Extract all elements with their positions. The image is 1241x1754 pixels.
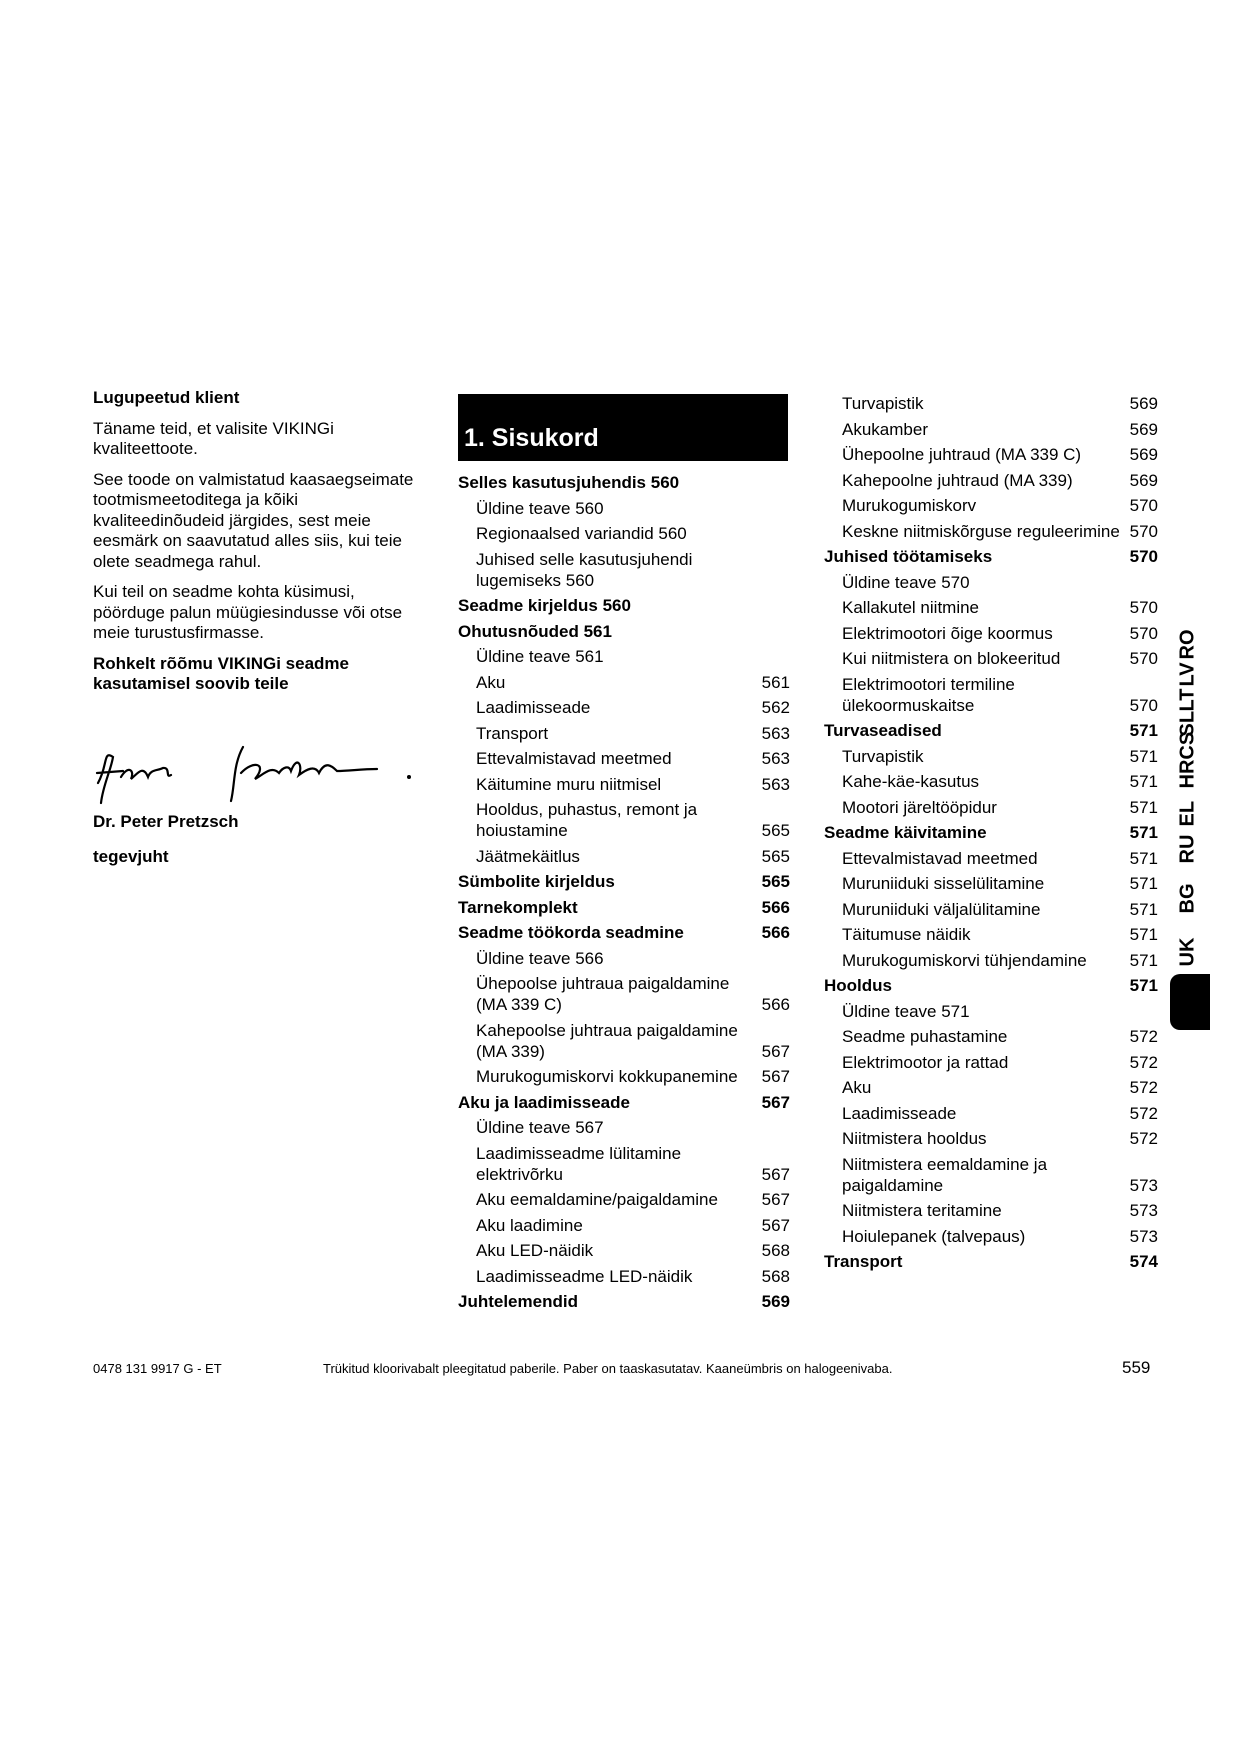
toc-entry-title: Juhised selle kasutusjuhendi lugemiseks 560 bbox=[476, 549, 693, 590]
toc-entry-title: Hooldus bbox=[824, 976, 892, 995]
toc-entry-title: Üldine teave 567 bbox=[476, 1118, 604, 1137]
toc-entry[interactable] bbox=[824, 873, 1158, 894]
toc-entry-title: Seadme käivitamine bbox=[824, 823, 987, 842]
toc-entry-page: 567 bbox=[761, 1041, 790, 1061]
toc-entry-title: Kallakutel niitmine bbox=[842, 598, 980, 617]
toc-entry-page: 572 bbox=[1129, 1103, 1158, 1123]
toc-entry[interactable] bbox=[458, 723, 790, 744]
toc-entry-page: 566 bbox=[761, 923, 790, 942]
toc-entry[interactable] bbox=[824, 521, 1158, 542]
toc-entry-page: 567 bbox=[761, 1164, 790, 1184]
toc-entry-page: 571 bbox=[1129, 746, 1158, 766]
toc-entry-page: 571 bbox=[1129, 950, 1158, 970]
toc-entry-title: Aku laadimine bbox=[476, 1215, 583, 1235]
toc-entry[interactable] bbox=[458, 646, 790, 667]
toc-entry-page: 570 bbox=[1129, 598, 1158, 617]
toc-entry[interactable] bbox=[458, 871, 790, 892]
language-tab[interactable] bbox=[1168, 705, 1208, 737]
toc-entry-title: Muruniiduki sisselülitamine bbox=[842, 874, 1045, 893]
language-tab-label: LT bbox=[1176, 688, 1199, 712]
toc-entry-title: Muruniiduki väljalülitamine bbox=[842, 899, 1041, 919]
toc-entry-page: 562 bbox=[761, 698, 790, 717]
toc-entry-title: Murukogumiskorvi kokkupanemine bbox=[476, 1067, 738, 1086]
toc-entry-title: Hooldus, puhastus, remont ja hoiustamine bbox=[476, 800, 698, 840]
toc-entry[interactable] bbox=[824, 822, 1158, 843]
toc-entry-title: Aku eemaldamine/paigaldamine bbox=[476, 1190, 718, 1209]
toc-entry-title: Selles kasutusjuhendis 560 bbox=[458, 473, 680, 492]
toc-entry[interactable] bbox=[824, 771, 1158, 792]
toc-entry-page: 565 bbox=[761, 821, 790, 840]
toc-entry-title: Juhtelemendid bbox=[458, 1292, 578, 1311]
toc-entry[interactable] bbox=[458, 621, 790, 642]
toc-entry-title: Kahepoolse juhtraua paigaldamine (MA 339) bbox=[476, 1020, 738, 1061]
toc-entry-title: Turvapistik bbox=[842, 394, 924, 413]
toc-entry[interactable] bbox=[458, 973, 790, 1015]
toc-entry[interactable] bbox=[824, 572, 1158, 593]
toc-entry-title: Regionaalsed variandid 560 bbox=[476, 524, 687, 543]
toc-entry-page: 570 bbox=[1129, 623, 1158, 643]
toc-entry-title: Kahe-käe-kasutus bbox=[842, 772, 980, 791]
toc-entry[interactable] bbox=[458, 1092, 790, 1113]
toc-entry-page: 572 bbox=[1129, 1052, 1158, 1072]
toc-entry[interactable] bbox=[824, 393, 1158, 414]
toc-entry-title: Akukamber bbox=[842, 419, 928, 439]
toc-entry[interactable] bbox=[824, 797, 1158, 818]
toc-column-middle bbox=[458, 472, 790, 1317]
toc-entry-page: 571 bbox=[1129, 925, 1158, 944]
toc-entry-title: Üldine teave 560 bbox=[476, 498, 604, 518]
toc-entry[interactable] bbox=[824, 470, 1158, 491]
toc-entry-page: 571 bbox=[1129, 848, 1158, 868]
toc-entry-title: Niitmistera hooldus bbox=[842, 1129, 987, 1148]
language-tab-label: BG bbox=[1176, 883, 1199, 914]
toc-entry-title: Üldine teave 566 bbox=[476, 948, 604, 968]
signer-title: tegevjuht bbox=[93, 847, 169, 866]
toc-entry[interactable] bbox=[824, 924, 1158, 945]
toc-entry-page: 572 bbox=[1129, 1027, 1158, 1046]
toc-entry-page: 569 bbox=[1129, 394, 1158, 413]
toc-entry-title: Murukogumiskorvi tühjendamine bbox=[842, 950, 1087, 970]
toc-entry[interactable] bbox=[458, 1189, 790, 1210]
toc-entry[interactable] bbox=[458, 1066, 790, 1087]
footer-document-code: 0478 131 9917 G - ET bbox=[93, 1361, 222, 1376]
toc-entry-page: 567 bbox=[761, 1067, 790, 1086]
toc-entry[interactable] bbox=[824, 848, 1158, 869]
signer-name: Dr. Peter Pretzsch bbox=[93, 812, 239, 831]
toc-column-right bbox=[824, 393, 1158, 1277]
toc-entry-title: Üldine teave 571 bbox=[842, 1001, 970, 1021]
toc-entry-title: Ühepoolne juhtraud (MA 339 C) bbox=[842, 445, 1082, 464]
toc-entry[interactable] bbox=[458, 697, 790, 718]
toc-entry-title: Mootori järeltööpidur bbox=[842, 797, 997, 817]
toc-entry[interactable] bbox=[458, 1266, 790, 1287]
toc-entry-page: 570 bbox=[1129, 649, 1158, 668]
toc-entry[interactable] bbox=[458, 922, 790, 943]
toc-entry-title: Tarnekomplekt bbox=[458, 897, 578, 917]
toc-entry[interactable] bbox=[458, 1240, 790, 1261]
toc-entry-page: 561 bbox=[761, 672, 790, 692]
toc-entry[interactable] bbox=[824, 950, 1158, 971]
toc-entry-title: Hoiulepanek (talvepaus) bbox=[842, 1226, 1026, 1246]
language-tab-label: LV bbox=[1176, 662, 1199, 687]
toc-entry[interactable] bbox=[824, 899, 1158, 920]
toc-entry-title: Aku bbox=[476, 672, 506, 692]
toc-entry[interactable] bbox=[458, 595, 790, 616]
toc-entry-title: Üldine teave 570 bbox=[842, 572, 970, 592]
toc-entry-page: 571 bbox=[1129, 899, 1158, 919]
toc-entry[interactable] bbox=[458, 1291, 790, 1312]
toc-entry-title: Juhised töötamiseks bbox=[824, 547, 993, 566]
letter-paragraph: Täname teid, et valisite VIKINGi kvaliteettoote. bbox=[93, 418, 334, 458]
toc-entry-title: Aku ja laadimisseade bbox=[458, 1092, 630, 1112]
toc-entry-page: 573 bbox=[1129, 1226, 1158, 1246]
toc-entry-title: Niitmistera eemaldamine ja paigaldamine bbox=[842, 1154, 1048, 1195]
toc-entry-page: 570 bbox=[1129, 521, 1158, 541]
toc-entry[interactable] bbox=[458, 748, 790, 769]
toc-entry-title: Laadimisseadme LED-näidik bbox=[476, 1266, 693, 1286]
toc-entry-page: 567 bbox=[761, 1092, 790, 1112]
toc-entry-page: 572 bbox=[1129, 1129, 1158, 1148]
active-language-tab[interactable] bbox=[1170, 974, 1210, 1030]
toc-entry-title: Niitmistera teritamine bbox=[842, 1201, 1002, 1220]
toc-entry-page: 569 bbox=[1129, 470, 1158, 490]
toc-entry[interactable] bbox=[458, 897, 790, 918]
toc-entry-title: Sümbolite kirjeldus bbox=[458, 872, 615, 891]
toc-entry[interactable] bbox=[824, 597, 1158, 618]
toc-entry-title: Keskne niitmiskõrguse reguleerimine bbox=[842, 521, 1120, 541]
toc-entry[interactable] bbox=[824, 1052, 1158, 1073]
toc-entry[interactable] bbox=[824, 1103, 1158, 1124]
toc-entry-title: Kui niitmistera on blokeeritud bbox=[842, 649, 1061, 668]
toc-entry-title: Seadme puhastamine bbox=[842, 1027, 1008, 1046]
toc-entry-title: Kahepoolne juhtraud (MA 339) bbox=[842, 470, 1073, 490]
toc-entry-page: 568 bbox=[761, 1266, 790, 1286]
language-tab-label: RO bbox=[1176, 629, 1199, 660]
toc-entry-title: Elektrimootor ja rattad bbox=[842, 1052, 1009, 1072]
toc-header bbox=[458, 394, 788, 461]
toc-entry-title: Turvaseadised bbox=[824, 721, 942, 740]
toc-entry-page: 573 bbox=[1129, 1201, 1158, 1220]
toc-entry-page: 568 bbox=[761, 1241, 790, 1260]
toc-entry[interactable] bbox=[824, 1154, 1158, 1196]
toc-entry[interactable] bbox=[824, 1026, 1158, 1047]
toc-entry[interactable] bbox=[458, 672, 790, 693]
toc-entry-page: 566 bbox=[761, 995, 790, 1014]
toc-entry[interactable] bbox=[458, 846, 790, 867]
toc-entry-page: 571 bbox=[1129, 772, 1158, 791]
toc-entry[interactable] bbox=[824, 1001, 1158, 1022]
toc-entry-title: Laadimisseade bbox=[842, 1103, 957, 1123]
language-tab[interactable] bbox=[1168, 832, 1208, 864]
language-tab[interactable] bbox=[1168, 731, 1208, 789]
toc-entry[interactable] bbox=[824, 674, 1158, 716]
toc-entry-page: 573 bbox=[1129, 1175, 1158, 1195]
toc-entry-page: 570 bbox=[1129, 496, 1158, 515]
toc-entry[interactable] bbox=[824, 648, 1158, 669]
toc-entry[interactable] bbox=[824, 444, 1158, 465]
toc-entry-page: 571 bbox=[1129, 976, 1158, 995]
toc-entry-title: Aku LED-näidik bbox=[476, 1241, 594, 1260]
toc-entry[interactable] bbox=[458, 1020, 790, 1062]
toc-entry-title: Elektrimootori õige koormus bbox=[842, 623, 1053, 643]
toc-entry-page: 563 bbox=[761, 723, 790, 743]
toc-entry-title: Laadimisseade bbox=[476, 698, 591, 717]
toc-entry[interactable] bbox=[458, 498, 790, 519]
toc-entry-page: 571 bbox=[1129, 874, 1158, 893]
toc-entry-page: 574 bbox=[1129, 1252, 1158, 1271]
toc-entry-page: 570 bbox=[1129, 547, 1158, 566]
toc-entry[interactable] bbox=[458, 472, 790, 493]
toc-entry-page: 571 bbox=[1129, 797, 1158, 817]
letter-paragraph: Kui teil on seadme kohta küsimusi, pöörduge palun müügiesindusse või otse meie turustusfirmasse. bbox=[93, 582, 403, 642]
toc-entry-page: 571 bbox=[1129, 721, 1158, 740]
toc-entry-title: Ühepoolse juhtraua paigaldamine (MA 339 C) bbox=[476, 974, 730, 1014]
toc-entry-title: Käitumine muru niitmisel bbox=[476, 774, 662, 794]
toc-entry-page: 572 bbox=[1129, 1078, 1158, 1097]
toc-entry[interactable] bbox=[458, 948, 790, 969]
toc-entry-title: Ettevalmistavad meetmed bbox=[476, 749, 672, 768]
language-tab[interactable] bbox=[1168, 935, 1208, 967]
footer-paper-note: Trükitud kloorivabalt pleegitatud paberile. Paber on taaskasutatav. Kaaneümbris on halogeenivaba. bbox=[323, 1361, 893, 1376]
toc-entry[interactable] bbox=[458, 523, 790, 544]
toc-entry-title: Seadme töökorda seadmine bbox=[458, 923, 684, 942]
toc-entry[interactable] bbox=[824, 546, 1158, 567]
toc-entry[interactable] bbox=[458, 774, 790, 795]
toc-entry-page: 569 bbox=[761, 1292, 790, 1311]
toc-entry-title: Jäätmekäitlus bbox=[476, 846, 580, 866]
toc-entry-title: Transport bbox=[824, 1252, 903, 1271]
toc-entry-page: 571 bbox=[1129, 823, 1158, 842]
toc-title: 1. Sisukord bbox=[464, 424, 599, 452]
toc-entry[interactable] bbox=[824, 975, 1158, 996]
toc-entry-title: Transport bbox=[476, 723, 549, 743]
toc-entry[interactable] bbox=[824, 623, 1158, 644]
toc-entry-title: Ohutusnõuded 561 bbox=[458, 621, 612, 641]
language-tab-label: UK bbox=[1176, 937, 1199, 967]
toc-entry-title: Aku bbox=[842, 1078, 872, 1097]
toc-entry-page: 566 bbox=[761, 897, 790, 917]
toc-entry-page: 565 bbox=[761, 872, 790, 891]
toc-entry[interactable] bbox=[824, 1251, 1158, 1272]
toc-entry-title: Turvapistik bbox=[842, 746, 924, 766]
toc-entry[interactable] bbox=[458, 1143, 790, 1185]
letter-heading: Lugupeetud klient bbox=[93, 388, 240, 407]
toc-entry[interactable] bbox=[824, 1128, 1158, 1149]
toc-entry[interactable] bbox=[824, 746, 1158, 767]
toc-entry[interactable] bbox=[458, 549, 790, 591]
toc-entry[interactable] bbox=[824, 1077, 1158, 1098]
toc-entry[interactable] bbox=[824, 419, 1158, 440]
language-tab-label: RU bbox=[1176, 834, 1199, 864]
toc-entry-page: 567 bbox=[761, 1215, 790, 1235]
welcome-letter bbox=[93, 388, 425, 705]
toc-entry[interactable] bbox=[824, 495, 1158, 516]
toc-entry-title: Elektrimootori termiline ülekoormuskaitse bbox=[842, 674, 1015, 715]
toc-entry[interactable] bbox=[458, 1215, 790, 1236]
page-number: 559 bbox=[1122, 1358, 1151, 1377]
letter-closing: Rohkelt rõõmu VIKINGi seadme kasutamisel soovib teile bbox=[93, 653, 349, 693]
language-tab[interactable] bbox=[1168, 882, 1208, 914]
toc-entry-title: Murukogumiskorv bbox=[842, 496, 977, 515]
toc-entry[interactable] bbox=[458, 1117, 790, 1138]
letter-paragraph: See toode on valmistatud kaasaegseimate tootmismeetoditega ja kõiki kvaliteedinõudeid järgides, sest meie eesmärk on saavutatud alles siis, kui teie olete seadmega rahul. bbox=[93, 469, 414, 571]
language-tab-label: SL bbox=[1176, 710, 1199, 737]
language-tab-label: HRCS bbox=[1176, 731, 1199, 789]
toc-entry-page: 565 bbox=[761, 846, 790, 866]
signature-image bbox=[93, 735, 433, 805]
toc-entry-title: Laadimisseadme lülitamine elektrivõrku bbox=[476, 1143, 682, 1184]
toc-entry-page: 569 bbox=[1129, 445, 1158, 464]
language-tabs bbox=[1168, 620, 1208, 1030]
toc-entry[interactable] bbox=[824, 720, 1158, 741]
toc-entry-title: Seadme kirjeldus 560 bbox=[458, 596, 631, 615]
language-tab[interactable] bbox=[1168, 795, 1208, 827]
toc-entry-page: 569 bbox=[1129, 419, 1158, 439]
toc-entry[interactable] bbox=[458, 799, 790, 841]
toc-entry-title: Täitumuse näidik bbox=[842, 925, 971, 944]
toc-entry-page: 567 bbox=[761, 1190, 790, 1209]
toc-entry-page: 570 bbox=[1129, 695, 1158, 715]
toc-entry[interactable] bbox=[824, 1226, 1158, 1247]
toc-entry[interactable] bbox=[824, 1200, 1158, 1221]
toc-entry-page: 563 bbox=[761, 749, 790, 768]
language-tab-label: EL bbox=[1176, 800, 1199, 827]
toc-entry-title: Ettevalmistavad meetmed bbox=[842, 848, 1038, 868]
toc-entry-title: Üldine teave 561 bbox=[476, 647, 604, 666]
toc-entry-page: 563 bbox=[761, 774, 790, 794]
